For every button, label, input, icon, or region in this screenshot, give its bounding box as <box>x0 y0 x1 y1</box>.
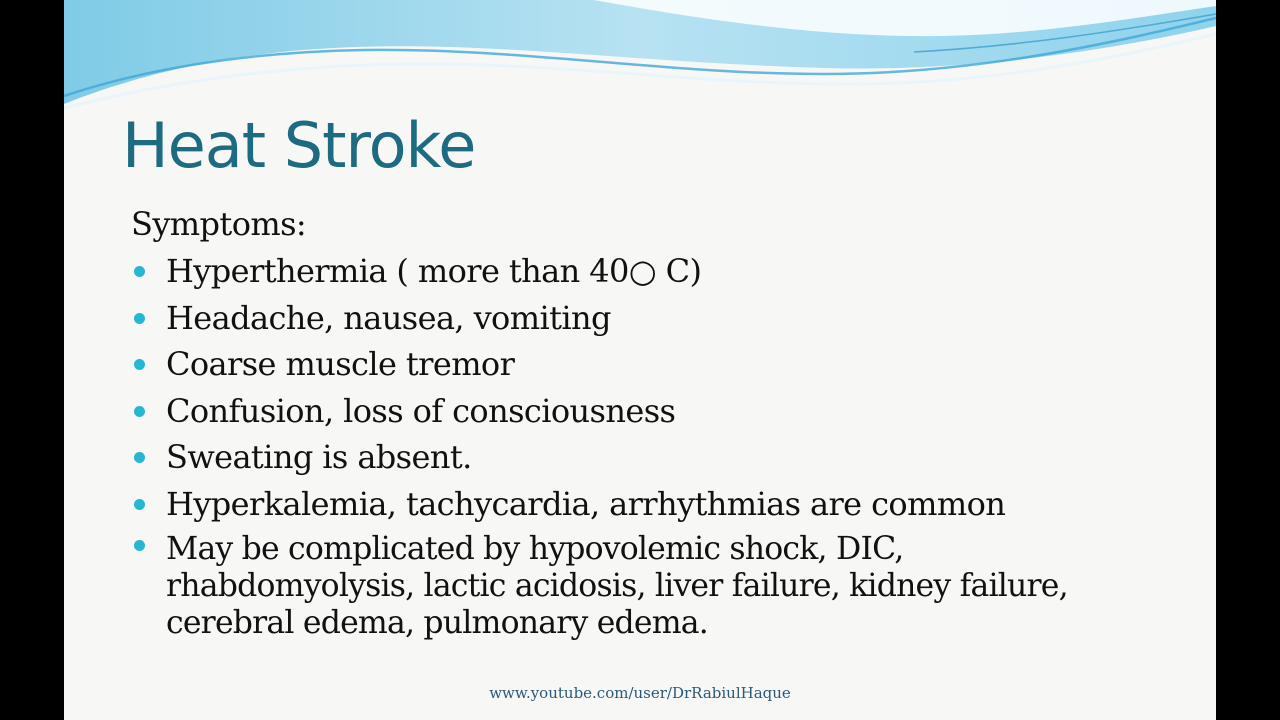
bullet-dot-icon <box>134 313 145 324</box>
list-item-text: Confusion, loss of consciousness <box>166 391 676 430</box>
list-item-text: Coarse muscle tremor <box>166 345 515 383</box>
list-item <box>131 527 1191 642</box>
bullet-dot-icon <box>134 359 145 370</box>
bullet-dot-icon <box>134 499 145 510</box>
list-item <box>131 341 1191 388</box>
header-wave-decoration <box>64 0 1216 120</box>
slide-title: Heat Stroke <box>122 109 476 182</box>
list-item <box>131 434 1191 481</box>
list-item <box>131 248 1191 295</box>
list-item-text: Sweating is absent. <box>166 438 472 476</box>
symptom-list <box>131 248 1191 642</box>
list-item <box>131 388 1191 435</box>
footer-url: www.youtube.com/user/DrRabiulHaque <box>489 684 791 702</box>
slide <box>64 0 1216 720</box>
bullet-dot-icon <box>134 452 145 463</box>
list-item-text: Headache, nausea, vomiting <box>166 298 611 337</box>
slide-body <box>131 202 1191 642</box>
list-item-text: Hyperthermia ( more than 40○ C) <box>166 252 702 290</box>
bullet-dot-icon <box>134 266 145 277</box>
list-item-text: May be complicated by hypovolemic shock, DIC, rhabdomyolysis, lactic acidosis, liver failure, kidney failure, cerebral edema, pulmonary edema. <box>166 531 1068 641</box>
list-item <box>131 481 1191 528</box>
bullet-dot-icon <box>134 540 145 551</box>
bullet-dot-icon <box>134 406 145 417</box>
list-item-text: Hyperkalemia, tachycardia, arrhythmias are common <box>166 484 1006 523</box>
symptoms-heading: Symptoms: <box>131 205 307 243</box>
list-item <box>131 295 1191 342</box>
